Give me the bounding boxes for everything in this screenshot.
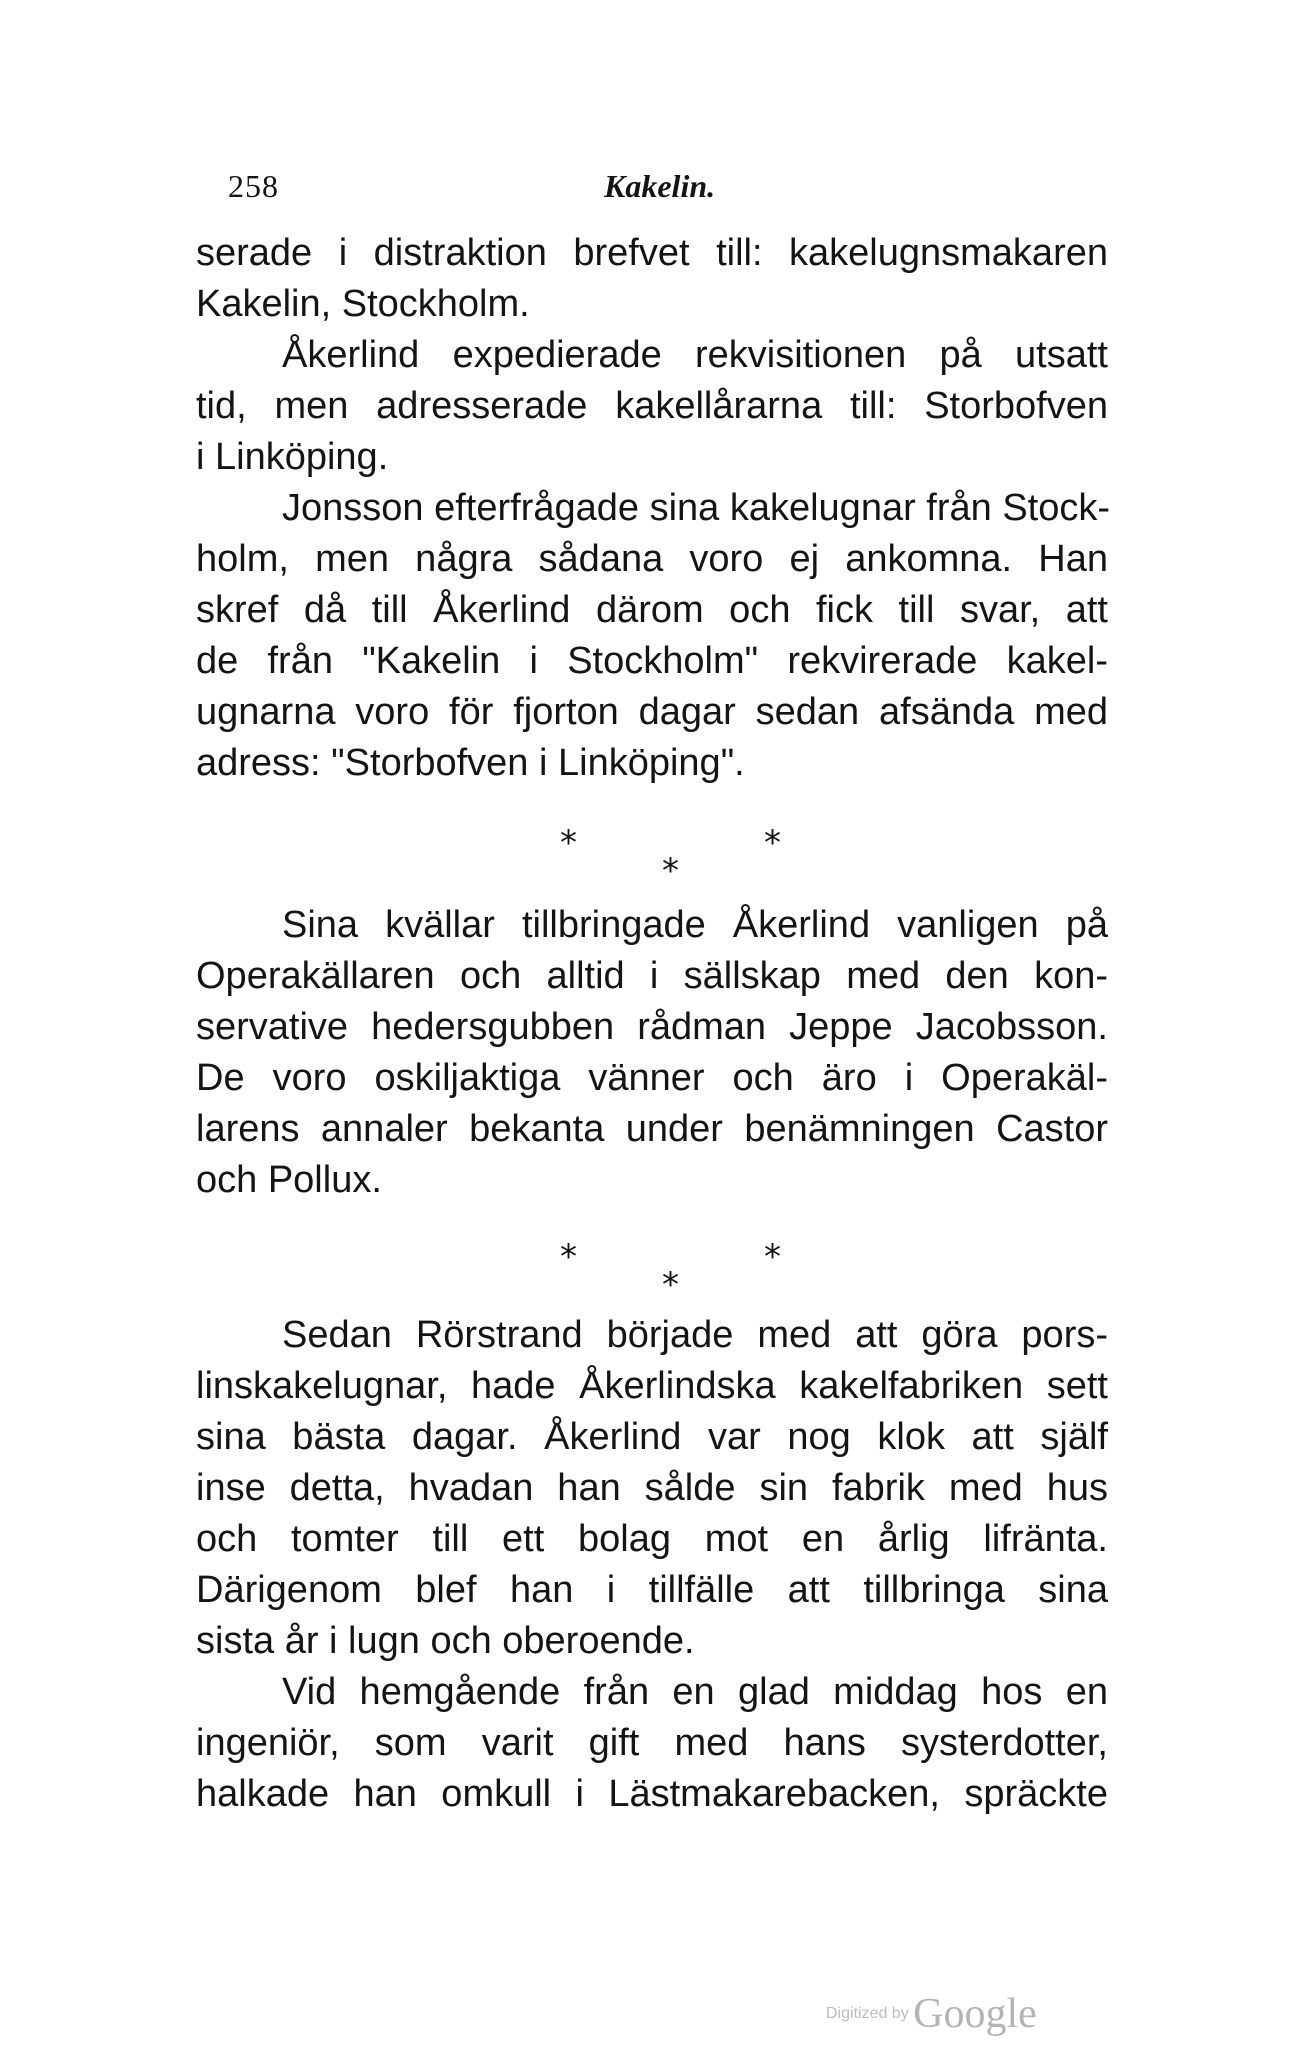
- text-line: ingeniör, som varit gift med hans systerdotter,: [196, 1722, 1108, 1764]
- text-line: tid, men adresserade kakellårarna till: Storbofven: [196, 385, 1108, 427]
- section-separator: [560, 823, 800, 891]
- text-line: Därigenom blef han i tillfälle att tillbringa sina: [196, 1569, 1108, 1611]
- running-head: Kakelin.: [604, 168, 716, 204]
- separator-star: *: [764, 823, 781, 863]
- text-line: serade i distraktion brefvet till: kakelugnsmakaren: [196, 232, 1108, 274]
- separator-star: *: [560, 823, 577, 863]
- text-line: ugnarna voro för fjorton dagar sedan afsända med: [196, 691, 1108, 733]
- text-line: Kakelin, Stockholm.: [196, 283, 530, 325]
- separator-star: *: [560, 1237, 577, 1277]
- page-number: 258: [228, 168, 279, 204]
- text-line: inse detta, hvadan han sålde sin fabrik med hus: [196, 1467, 1108, 1509]
- text-line: skref då till Åkerlind därom och fick till svar, att: [196, 589, 1108, 631]
- text-line: sista år i lugn och oberoende.: [196, 1620, 695, 1662]
- digitized-watermark: [826, 1990, 1037, 2037]
- text-line: larens annaler bekanta under benämningen Castor: [196, 1108, 1108, 1150]
- text-line: linskakelugnar, hade Åkerlindska kakelfabriken sett: [196, 1365, 1108, 1407]
- watermark-prefix: Digitized by: [826, 2005, 909, 2022]
- text-line: Sedan Rörstrand började med att göra pors-: [282, 1314, 1108, 1356]
- text-line: Sina kvällar tillbringade Åkerlind vanligen på: [282, 904, 1108, 946]
- text-line: Operakällaren och alltid i sällskap med den kon-: [196, 955, 1108, 997]
- text-line: holm, men några sådana voro ej ankomna. Han: [196, 538, 1108, 580]
- text-line: Jonsson efterfrågade sina kakelugnar från Stock-: [282, 487, 1111, 529]
- text-line: halkade han omkull i Lästmakarebacken, spräckte: [196, 1773, 1108, 1815]
- text-line: och tomter till ett bolag mot en årlig lifränta.: [196, 1518, 1108, 1560]
- text-line: de från "Kakelin i Stockholm" rekvirerade kakel-: [196, 640, 1108, 682]
- section-separator: [560, 1237, 800, 1305]
- separator-star: *: [662, 851, 679, 891]
- page-header: [192, 168, 1112, 216]
- separator-star: *: [662, 1265, 679, 1305]
- text-line: och Pollux.: [196, 1159, 382, 1201]
- text-line: sina bästa dagar. Åkerlind var nog klok att själf: [196, 1416, 1108, 1458]
- text-line: Åkerlind expedierade rekvisitionen på utsatt: [282, 334, 1108, 376]
- text-line: servative hedersgubben rådman Jeppe Jacobsson.: [196, 1006, 1108, 1048]
- text-line: adress: "Storbofven i Linköping".: [196, 742, 745, 784]
- text-line: De voro oskiljaktiga vänner och äro i Operakäl-: [196, 1057, 1108, 1099]
- text-line: Vid hemgående från en glad middag hos en: [282, 1671, 1108, 1713]
- separator-star: *: [764, 1237, 781, 1277]
- watermark-brand: Google: [913, 1991, 1037, 2037]
- text-line: i Linköping.: [196, 436, 389, 478]
